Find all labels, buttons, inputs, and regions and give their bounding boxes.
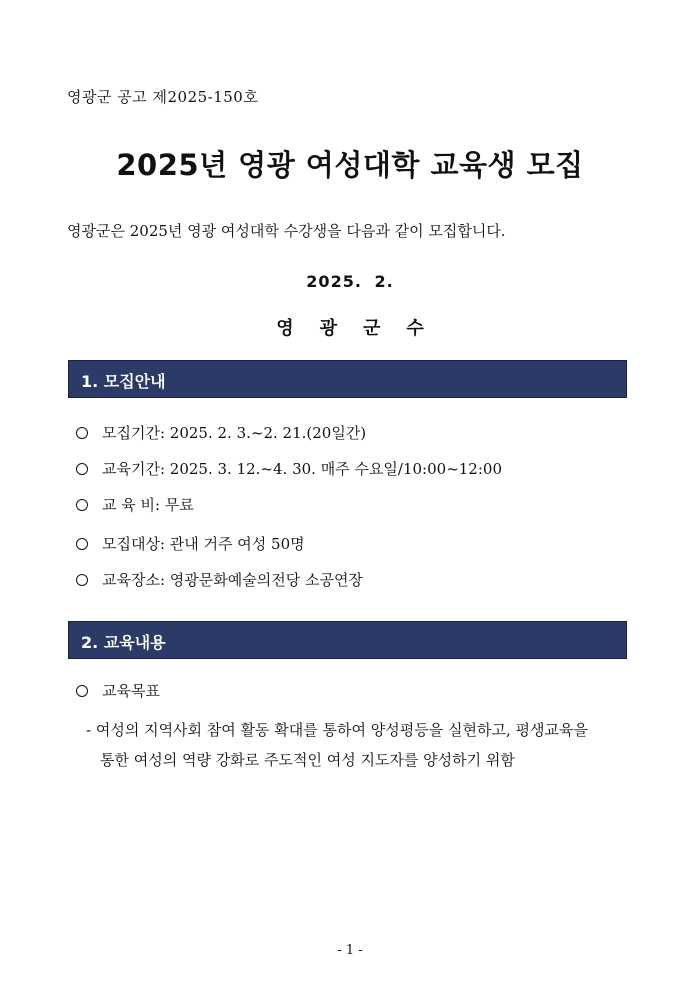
list-item-text: 교육목표 bbox=[102, 682, 160, 700]
list-item-education-period bbox=[76, 458, 502, 479]
notice-number: 영광군 공고 제2025-150호 bbox=[67, 88, 259, 106]
circle-bullet-icon bbox=[76, 463, 88, 475]
circle-bullet-icon bbox=[76, 538, 88, 550]
page-number: - 1 - bbox=[337, 943, 363, 958]
list-item-text: 모집대상: 관내 거주 여성 50명 bbox=[102, 535, 305, 553]
list-item-text: 교육장소: 영광문화예술의전당 소공연장 bbox=[102, 571, 363, 589]
notice-date: 2025. 2. bbox=[306, 272, 394, 291]
section-heading: 1. 모집안내 bbox=[81, 372, 166, 391]
list-item-text: 모집기간: 2025. 2. 3.~2. 21.(20일간) bbox=[102, 424, 367, 442]
list-item-fee bbox=[76, 494, 194, 515]
circle-bullet-icon bbox=[76, 427, 88, 439]
intro-text: 영광군은 2025년 영광 여성대학 수강생을 다음과 같이 모집합니다. bbox=[67, 222, 506, 240]
list-item-venue bbox=[76, 569, 363, 590]
section-bar-recruitment bbox=[68, 360, 627, 398]
list-item-text: 교 육 비: 무료 bbox=[102, 496, 194, 514]
list-item-text: 교육기간: 2025. 3. 12.~4. 30. 매주 수요일/10:00~12:00 bbox=[102, 460, 502, 478]
goal-detail-line-1: - 여성의 지역사회 참여 활동 확대를 통하여 양성평등을 실현하고, 평생교육을 bbox=[86, 721, 588, 739]
list-item-recruit-period bbox=[76, 422, 366, 443]
circle-bullet-icon bbox=[76, 499, 88, 511]
goal-detail-line-2: 통한 여성의 역량 강화로 주도적인 여성 지도자를 양성하기 위함 bbox=[100, 751, 515, 769]
issuer-name: 영광군수 bbox=[276, 318, 450, 339]
section-heading: 2. 교육내용 bbox=[81, 633, 166, 652]
document-title: 2025년 영광 여성대학 교육생 모집 bbox=[116, 148, 584, 182]
circle-bullet-icon bbox=[76, 574, 88, 586]
circle-bullet-icon bbox=[76, 685, 88, 697]
list-item-goal bbox=[76, 680, 160, 701]
list-item-target bbox=[76, 533, 305, 554]
section-bar-content bbox=[68, 621, 627, 659]
